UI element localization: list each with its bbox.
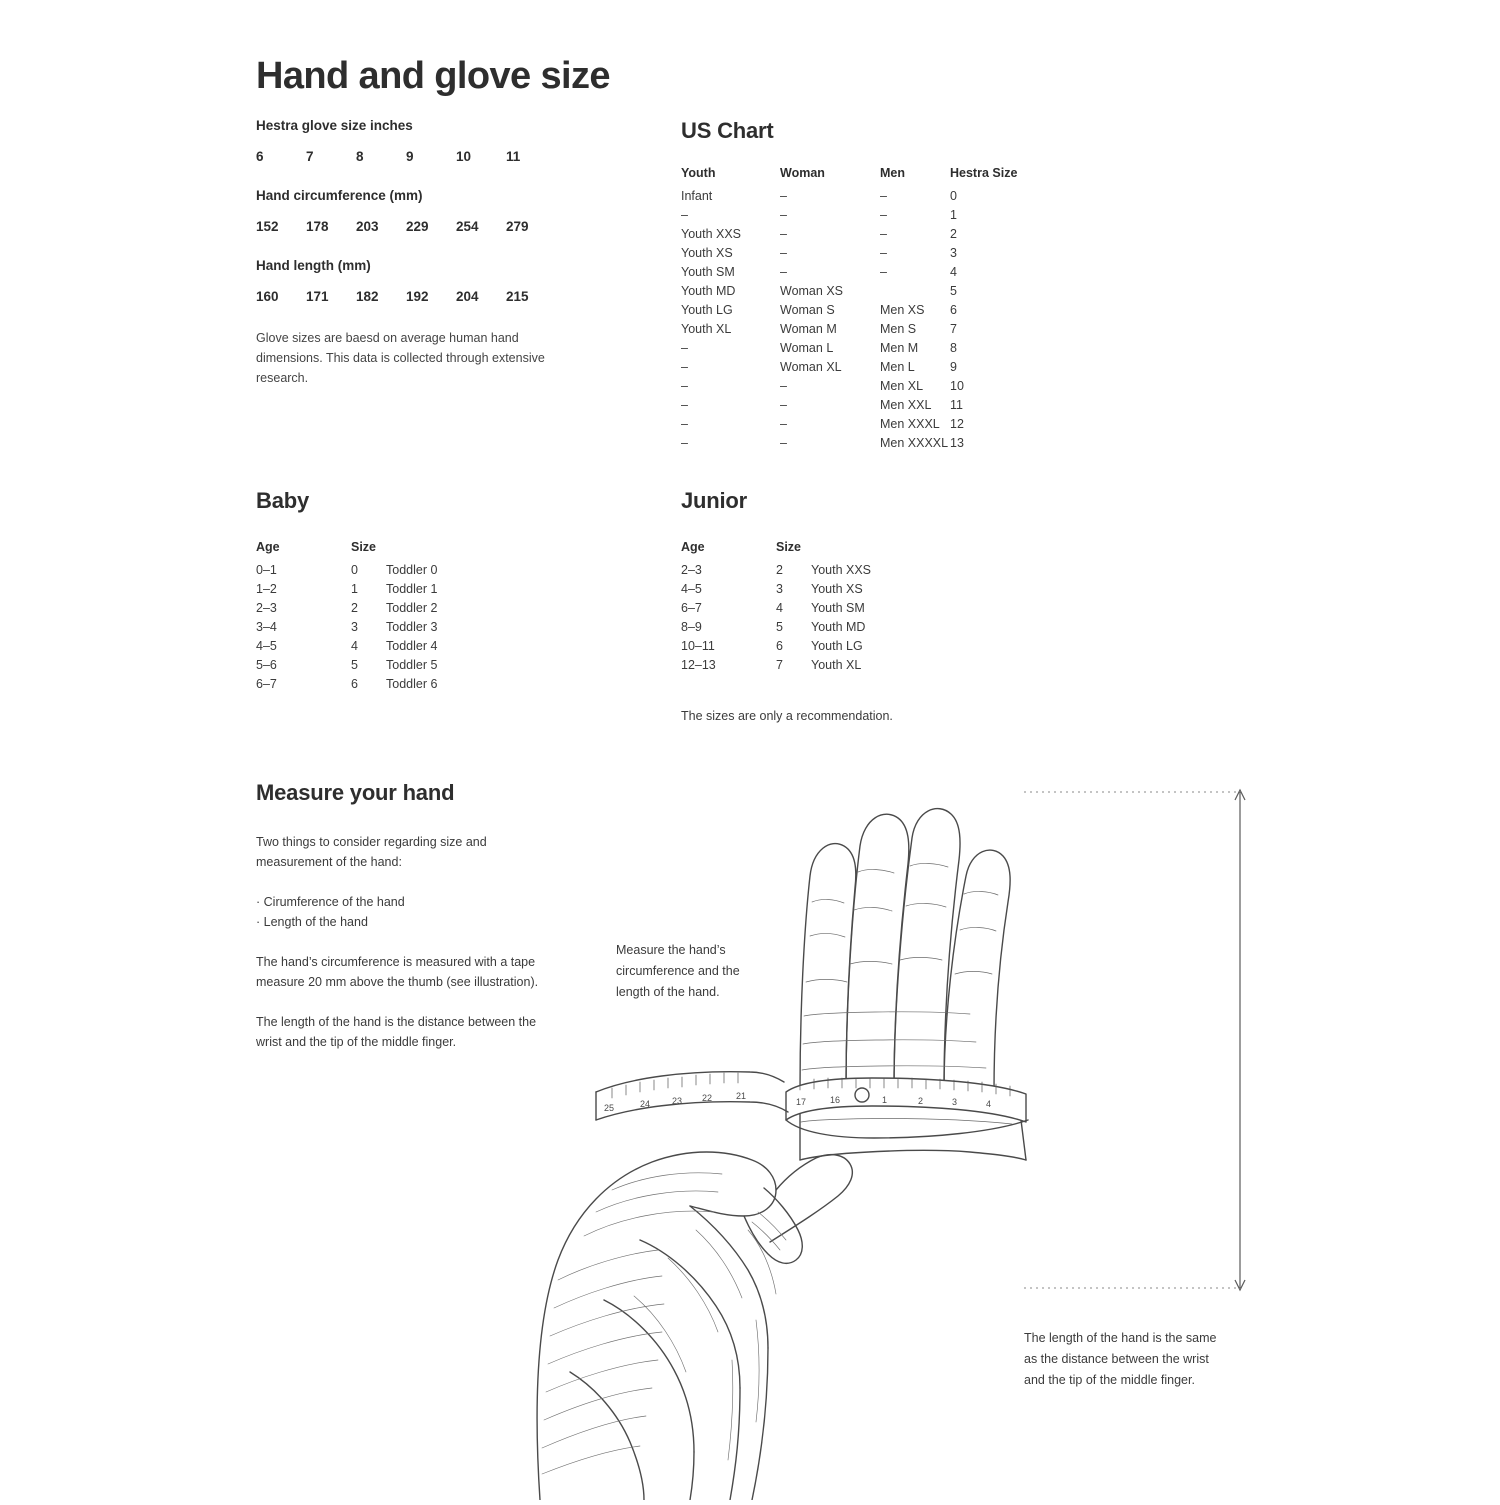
- svg-text:25: 25: [604, 1103, 615, 1113]
- circumference-values-row: [256, 219, 656, 234]
- table-row: [256, 563, 506, 582]
- cell-youth: –: [681, 341, 688, 355]
- length-label: Hand length (mm): [256, 258, 371, 273]
- cell-age: 6–7: [256, 677, 277, 691]
- cell-age: 4–5: [681, 582, 702, 596]
- svg-text:16: 16: [830, 1095, 841, 1105]
- svg-text:24: 24: [640, 1099, 651, 1109]
- length-values-row: [256, 289, 656, 304]
- cell-label: Toddler 6: [386, 677, 438, 691]
- cell-woman: Woman M: [780, 322, 837, 336]
- circumference-label: Hand circumference (mm): [256, 188, 423, 203]
- inches-value: 11: [506, 149, 521, 164]
- cell-label: Youth MD: [811, 620, 866, 634]
- svg-text:1: 1: [882, 1095, 888, 1105]
- cell-woman: Woman XL: [780, 360, 842, 374]
- table-row: [681, 563, 951, 582]
- inches-value: 8: [356, 149, 364, 164]
- table-row: [681, 284, 1030, 303]
- table-row: [681, 341, 1030, 360]
- cell-hestra-size: 6: [950, 303, 957, 317]
- cell-men: Men M: [880, 341, 919, 355]
- svg-text:3: 3: [952, 1097, 958, 1107]
- cell-woman: –: [780, 189, 787, 203]
- cell-youth: Youth MD: [681, 284, 736, 298]
- us-chart-table: [681, 166, 1030, 455]
- cell-age: 10–11: [681, 639, 715, 653]
- table-row: [681, 601, 951, 620]
- table-header-row: [256, 540, 506, 563]
- cell-woman: Woman S: [780, 303, 835, 317]
- table-row: [681, 246, 1030, 265]
- cell-woman: –: [780, 265, 787, 279]
- list-item: · Cirumference of the hand: [256, 895, 405, 909]
- cell-size: 2: [776, 563, 783, 577]
- circumference-value: 254: [456, 219, 479, 234]
- cell-label: Youth XL: [811, 658, 862, 672]
- cell-youth: Youth XL: [681, 322, 732, 336]
- junior-section: [681, 488, 951, 723]
- cell-size: 4: [776, 601, 783, 615]
- cell-label: Toddler 0: [386, 563, 438, 577]
- column-header-size: Size: [351, 540, 377, 554]
- table-row: [681, 360, 1030, 379]
- table-row: [681, 658, 951, 677]
- svg-text:4: 4: [986, 1099, 992, 1109]
- cell-youth: Youth SM: [681, 265, 735, 279]
- column-header-size: Size: [776, 540, 802, 554]
- column-header-men: Men: [880, 166, 905, 180]
- circumference-value: 203: [356, 219, 379, 234]
- cell-size: 3: [776, 582, 783, 596]
- cell-youth: –: [681, 417, 688, 431]
- column-header-woman: Woman: [780, 166, 825, 180]
- cell-age: 8–9: [681, 620, 702, 634]
- baby-title: Baby: [256, 488, 309, 513]
- cell-age: 12–13: [681, 658, 716, 672]
- cell-hestra-size: 2: [950, 227, 957, 241]
- cell-men: Men XXXXL: [880, 436, 949, 450]
- cell-age: 2–3: [681, 563, 702, 577]
- cell-youth: –: [681, 360, 688, 374]
- svg-text:23: 23: [672, 1096, 683, 1106]
- cell-youth: Youth XXS: [681, 227, 742, 241]
- cell-age: 5–6: [256, 658, 277, 672]
- cell-size: 5: [776, 620, 783, 634]
- cell-youth: –: [681, 436, 688, 450]
- cell-hestra-size: 13: [950, 436, 964, 450]
- cell-woman: –: [780, 417, 787, 431]
- cell-size: 0: [351, 563, 358, 577]
- length-value: 204: [456, 289, 479, 304]
- table-row: [256, 601, 506, 620]
- table-header-row: [681, 540, 951, 563]
- table-row: [256, 620, 506, 639]
- table-row: [681, 398, 1030, 417]
- table-header-row: [681, 166, 1030, 189]
- measure-title: Measure your hand: [256, 780, 455, 805]
- cell-size: 4: [351, 639, 358, 653]
- cell-label: Toddler 1: [386, 582, 438, 596]
- us-chart-title: US Chart: [681, 118, 774, 143]
- cell-youth: –: [681, 208, 688, 222]
- cell-age: 6–7: [681, 601, 702, 615]
- cell-size: 1: [351, 582, 358, 596]
- cell-woman: –: [780, 227, 787, 241]
- cell-men: Men S: [880, 322, 917, 336]
- cell-label: Toddler 5: [386, 658, 438, 672]
- list-item: · Length of the hand: [256, 915, 368, 929]
- illustration-caption-length: The length of the hand is the same as the distance between the wrist and the tip of the middle finger.: [1024, 1331, 1217, 1387]
- inches-label: Hestra glove size inches: [256, 118, 413, 133]
- column-header-hestra-size: Hestra Size: [950, 166, 1018, 180]
- cell-woman: –: [780, 379, 787, 393]
- specs-note: Glove sizes are baesd on average human hand dimensions. This data is collected through extensive research.: [256, 331, 545, 385]
- inches-value: 9: [406, 149, 414, 164]
- cell-woman: –: [780, 398, 787, 412]
- junior-note: The sizes are only a recommendation.: [681, 709, 893, 723]
- cell-woman: Woman XS: [780, 284, 843, 298]
- cell-size: 5: [351, 658, 358, 672]
- column-header-age: Age: [681, 540, 705, 554]
- cell-woman: –: [780, 208, 787, 222]
- cell-hestra-size: 5: [950, 284, 957, 298]
- cell-men: –: [880, 208, 887, 222]
- inches-values-row: [256, 149, 656, 164]
- cell-men: –: [880, 265, 887, 279]
- table-row: [681, 189, 1030, 208]
- glove-size-specs: [256, 118, 656, 388]
- cell-hestra-size: 7: [950, 322, 957, 336]
- circumference-value: 279: [506, 219, 529, 234]
- cell-label: Youth XS: [811, 582, 863, 596]
- cell-hestra-size: 4: [950, 265, 957, 279]
- measure-paragraph-circumference: The hand’s circumference is measured with a tape measure 20 mm above the thumb (see illustration).: [256, 955, 539, 989]
- cell-woman: –: [780, 436, 787, 450]
- column-header-youth: Youth: [681, 166, 716, 180]
- length-value: 182: [356, 289, 379, 304]
- cell-age: 1–2: [256, 582, 277, 596]
- circumference-value: 229: [406, 219, 429, 234]
- table-row: [681, 639, 951, 658]
- cell-size: 7: [776, 658, 783, 672]
- cell-hestra-size: 3: [950, 246, 957, 260]
- inches-value: 6: [256, 149, 264, 164]
- column-header-label: [386, 540, 506, 563]
- junior-table: [681, 540, 951, 677]
- table-row: [681, 227, 1030, 246]
- table-row: [681, 620, 951, 639]
- cell-woman: –: [780, 246, 787, 260]
- table-row: [256, 658, 506, 677]
- table-row: [681, 417, 1030, 436]
- table-row: [681, 582, 951, 601]
- svg-text:22: 22: [702, 1093, 713, 1103]
- cell-label: Youth SM: [811, 601, 865, 615]
- illustration-caption-circumference: Measure the hand’s circumference and the length of the hand.: [616, 943, 740, 999]
- cell-men: [880, 284, 950, 303]
- cell-age: 0–1: [256, 563, 277, 577]
- measure-intro: Two things to consider regarding size and measurement of the hand:: [256, 835, 487, 869]
- cell-age: 4–5: [256, 639, 277, 653]
- cell-youth: –: [681, 398, 688, 412]
- length-value: 215: [506, 289, 529, 304]
- cell-hestra-size: 9: [950, 360, 957, 374]
- cell-label: Youth XXS: [811, 563, 872, 577]
- measure-paragraph-length: The length of the hand is the distance between the wrist and the tip of the middle finger.: [256, 1015, 537, 1049]
- cell-label: Toddler 3: [386, 620, 438, 634]
- cell-men: Men L: [880, 360, 915, 374]
- table-row: [256, 639, 506, 658]
- cell-men: –: [880, 189, 887, 203]
- cell-hestra-size: 12: [950, 417, 964, 431]
- cell-men: –: [880, 246, 887, 260]
- cell-men: Men XS: [880, 303, 925, 317]
- cell-age: 3–4: [256, 620, 277, 634]
- cell-men: Men XL: [880, 379, 924, 393]
- hand-measurement-illustration: [500, 760, 1280, 1500]
- table-row: [256, 582, 506, 601]
- baby-section: [256, 488, 506, 696]
- cell-size: 6: [351, 677, 358, 691]
- baby-table: [256, 540, 506, 696]
- cell-men: –: [880, 227, 887, 241]
- table-row: [681, 322, 1030, 341]
- table-row: [681, 208, 1030, 227]
- column-header-age: Age: [256, 540, 280, 554]
- cell-youth: Youth LG: [681, 303, 733, 317]
- table-row: [681, 379, 1030, 398]
- cell-youth: Infant: [681, 189, 713, 203]
- us-chart-section: [681, 118, 1030, 455]
- page-title: Hand and glove size: [256, 55, 610, 98]
- cell-youth: –: [681, 379, 688, 393]
- cell-label: Youth LG: [811, 639, 863, 653]
- cell-size: 6: [776, 639, 783, 653]
- svg-text:21: 21: [736, 1091, 747, 1101]
- cell-hestra-size: 11: [950, 398, 963, 412]
- svg-text:2: 2: [918, 1096, 924, 1106]
- cell-hestra-size: 10: [950, 379, 964, 393]
- cell-age: 2–3: [256, 601, 277, 615]
- table-row: [681, 265, 1030, 284]
- svg-text:17: 17: [796, 1097, 807, 1107]
- length-value: 171: [306, 289, 329, 304]
- circumference-value: 152: [256, 219, 279, 234]
- cell-label: Toddler 4: [386, 639, 438, 653]
- length-value: 160: [256, 289, 279, 304]
- circumference-value: 178: [306, 219, 329, 234]
- cell-size: 3: [351, 620, 358, 634]
- column-header-label: [811, 540, 951, 563]
- junior-title: Junior: [681, 488, 748, 513]
- cell-men: Men XXXL: [880, 417, 940, 431]
- inches-value: 10: [456, 149, 472, 164]
- cell-woman: Woman L: [780, 341, 834, 355]
- length-value: 192: [406, 289, 429, 304]
- cell-men: Men XXL: [880, 398, 932, 412]
- cell-hestra-size: 0: [950, 189, 957, 203]
- table-row: [256, 677, 506, 696]
- cell-youth: Youth XS: [681, 246, 733, 260]
- cell-label: Toddler 2: [386, 601, 438, 615]
- cell-size: 2: [351, 601, 358, 615]
- table-row: [681, 303, 1030, 322]
- cell-hestra-size: 1: [950, 208, 957, 222]
- cell-hestra-size: 8: [950, 341, 957, 355]
- inches-value: 7: [306, 149, 314, 164]
- table-row: [681, 436, 1030, 455]
